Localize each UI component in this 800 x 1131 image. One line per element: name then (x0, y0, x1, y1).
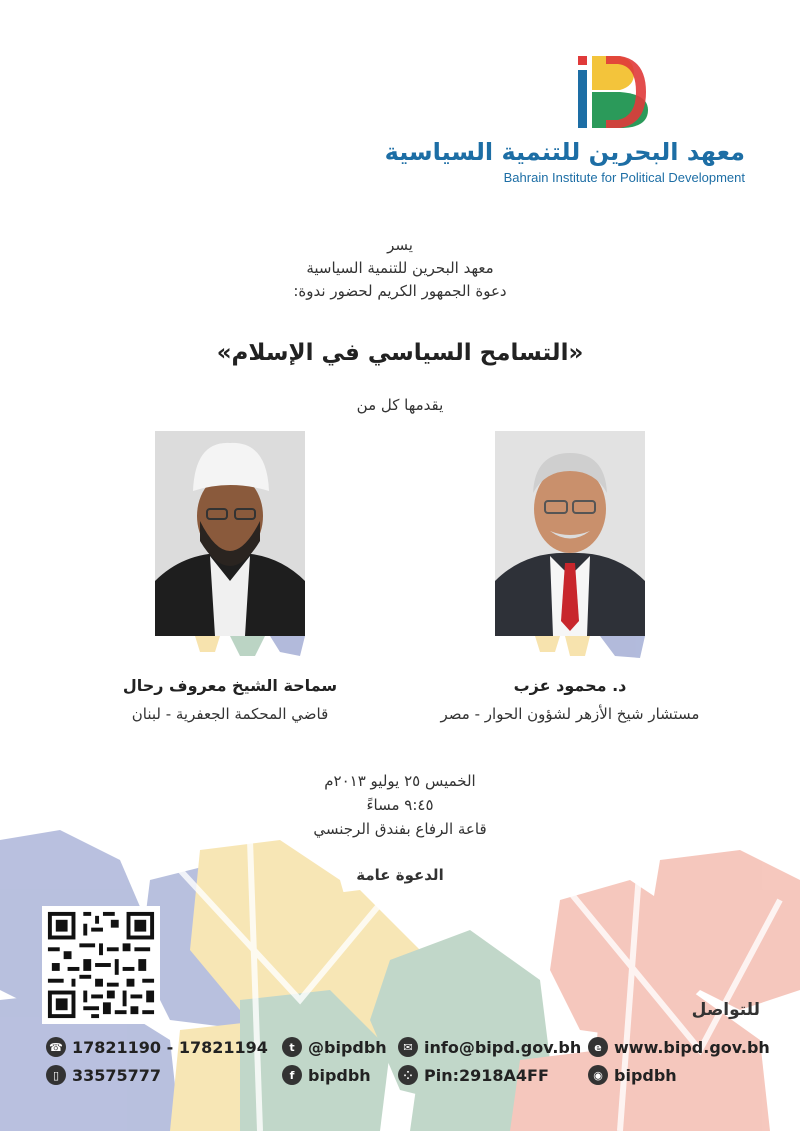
contact-bbm (398, 1065, 549, 1085)
phone-text: 17821190 - 17821194 (72, 1037, 268, 1057)
invitation-line-1: يسر (387, 236, 413, 254)
contact-phone (46, 1037, 268, 1057)
logo (384, 52, 745, 192)
speaker-photo-sheikh (155, 431, 305, 636)
speaker-role-azab: مستشار شيخ الأزهر لشؤون الحوار - مصر (440, 705, 700, 723)
web-icon: e (588, 1037, 608, 1057)
facebook-icon: f (282, 1065, 302, 1085)
qr-code-icon (42, 906, 160, 1024)
sheikh-portrait-icon (155, 431, 305, 636)
instagram-text[interactable]: bipdbh (614, 1065, 677, 1085)
twitter-text[interactable]: @bipdbh (308, 1037, 387, 1057)
instagram-icon: ◉ (588, 1065, 608, 1085)
contact-mobile (46, 1065, 161, 1085)
event-venue: قاعة الرفاع بفندق الرجنسي (313, 820, 487, 838)
seminar-title: «التسامح السياسي في الإسلام» (216, 340, 584, 366)
contact-website[interactable] (588, 1037, 770, 1057)
facebook-text[interactable]: bipdbh (308, 1065, 371, 1085)
open-invitation: الدعوة عامة (356, 866, 444, 884)
contact-twitter[interactable] (282, 1037, 387, 1057)
azab-portrait-icon (495, 431, 645, 636)
logo-english-text: Bahrain Institute for Political Development (503, 170, 745, 185)
contact-facebook[interactable] (282, 1065, 371, 1085)
logo-arabic-text: معهد البحرين للتنمية السياسية (384, 138, 745, 166)
bbm-pin-text: Pin:2918A4FF (424, 1065, 549, 1085)
event-time: ٩:٤٥ مساءً (366, 796, 434, 814)
email-icon: ✉ (398, 1037, 418, 1057)
presented-by: يقدمها كل من (356, 396, 444, 414)
speaker-name-sheikh: سماحة الشيخ معروف رحال (122, 676, 338, 695)
bipd-logo-icon (576, 52, 650, 132)
invitation-line-2: معهد البحرين للتنمية السياسية (306, 259, 494, 277)
phone-icon: ☎ (46, 1037, 66, 1057)
contact-email[interactable] (398, 1037, 581, 1057)
email-text[interactable]: info@bipd.gov.bh (424, 1037, 582, 1057)
speaker-role-sheikh: قاضي المحكمة الجعفرية - لبنان (131, 705, 329, 723)
mobile-text: 33575777 (72, 1065, 162, 1085)
contact-instagram[interactable] (588, 1065, 677, 1085)
blackberry-icon: ⁘ (398, 1065, 418, 1085)
speaker-name-azab: د. محمود عزب (513, 676, 627, 695)
twitter-icon: t (282, 1037, 302, 1057)
website-text[interactable]: www.bipd.gov.bh (614, 1037, 770, 1057)
speaker-photo-azab (495, 431, 645, 636)
event-date: الخميس ٢٥ يوليو ٢٠١٣م (324, 772, 476, 790)
invitation-line-3: دعوة الجمهور الكريم لحضور ندوة: (293, 282, 507, 300)
contact-label: للتواصل (691, 1000, 760, 1020)
mobile-icon: ▯ (46, 1065, 66, 1085)
